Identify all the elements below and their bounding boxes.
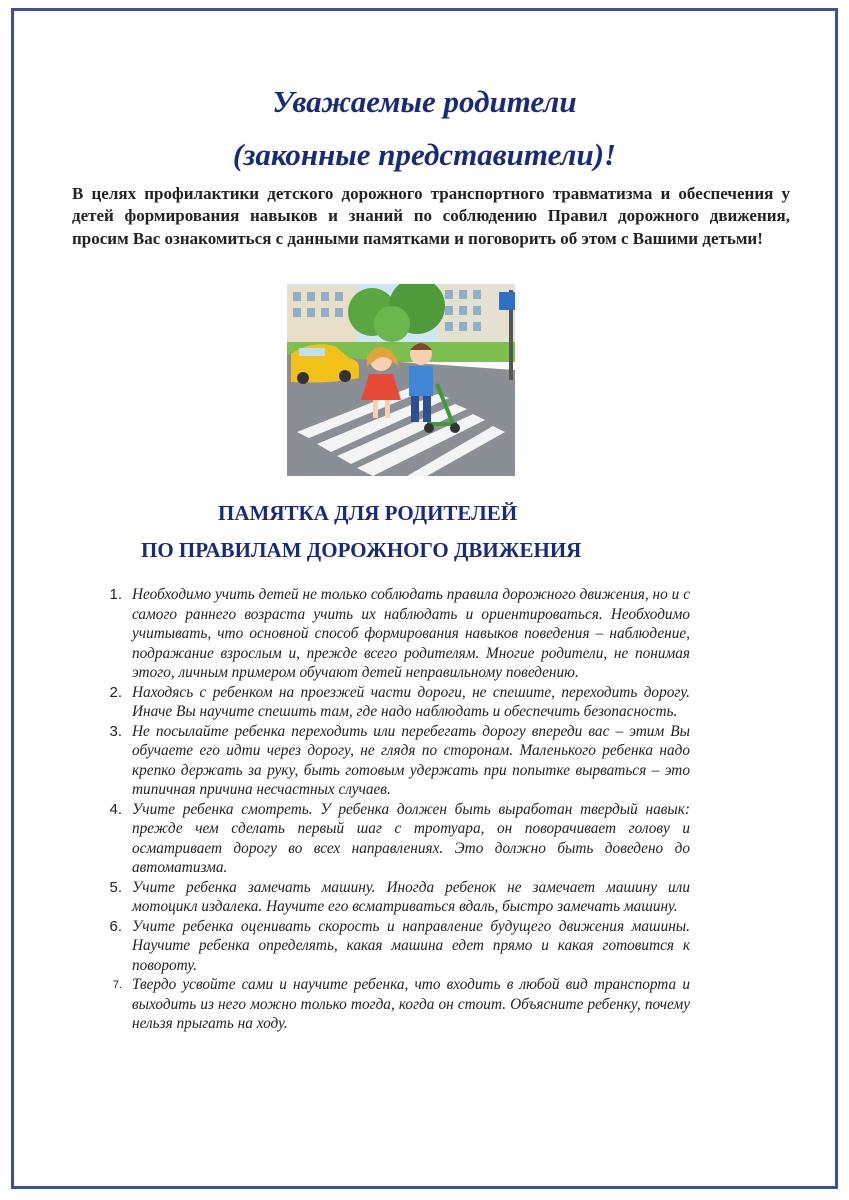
list-item — [100, 585, 690, 683]
item-number: 6. — [109, 917, 122, 935]
list-item — [100, 975, 690, 1034]
item-number: 1. — [109, 586, 122, 603]
list-item — [100, 683, 690, 722]
title-line1: Уважаемые родители — [272, 84, 577, 119]
item-text: Не посылайте ребенка переходить или перебегать дорогу впереди вас – этим Вы обучаете его идти через дорогу, не глядя по сторонам. Маленького ребенка надо крепко держать за руку, быть готовым удержать при попытке вырваться – это типичная причина несчастных случаев. — [132, 722, 690, 798]
item-text: Учите ребенка оценивать скорость и направление будущего движения машины. Научите ребенка определять, какая машина едет прямо и какая готовится к повороту. — [132, 917, 690, 974]
item-number: 3. — [109, 722, 122, 740]
list-item — [100, 800, 690, 878]
item-text: Твердо усвойте сами и научите ребенка, что входить в любой вид транспорта и выходить из него можно только тогда, когда он стоит. Объясните ребенку, почему нельзя прыгать на ходу. — [132, 976, 690, 1032]
list-item — [100, 722, 690, 800]
item-text: Находясь с ребенком на проезжей части дороги, не спешите, переходить дорогу. Иначе Вы научите спешить там, где надо наблюдать и обеспечить безопасность. — [132, 683, 690, 720]
item-number: 4. — [109, 800, 122, 818]
item-number: 2. — [109, 683, 122, 701]
crosswalk-illustration — [287, 284, 515, 476]
item-text: Необходимо учить детей не только соблюдать правила дорожного движения, но и с самого раннего возраста учить их наблюдать и ориентироваться. Необходимо учитывать, что основной способ формирования навыков поведения – наблюдение, подражание взрослым и, прежде всего родителям. Многие родители, не понимая этого, личным примером обучают детей неправильному поведению. — [132, 586, 690, 681]
intro-paragraph: В целях профилактики детского дорожного транспортного травматизма и обеспечения у детей формирования навыков и знаний по соблюдению Правил дорожного движения, просим Вас ознакомиться с данными памятками и поговорить об этом с Вашими детьми! — [72, 184, 790, 248]
item-number: 7. — [112, 979, 122, 991]
item-number: 5. — [109, 878, 122, 896]
item-text: Учите ребенка смотреть. У ребенка должен быть выработан твердый навык: прежде чем сделать первый шаг с тротуара, он поворачивает голову и осматривает дорогу во всех направлениях. Это должно быть доведено до автоматизма. — [132, 800, 690, 876]
list-item — [100, 917, 690, 976]
rules-list — [100, 585, 690, 1034]
item-text: Учите ребенка замечать машину. Иногда ребенок не замечает машину или мотоцикл издалека. Научите его всматриваться вдаль, быстро замечать машину. — [132, 878, 690, 915]
title-line2: (законные представители)! — [232, 137, 617, 172]
memo-heading-line2: ПО ПРАВИЛАМ ДОРОЖНОГО ДВИЖЕНИЯ — [141, 538, 582, 562]
memo-heading-line1: ПАМЯТКА ДЛЯ РОДИТЕЛЕЙ — [218, 501, 518, 525]
list-item — [100, 878, 690, 917]
